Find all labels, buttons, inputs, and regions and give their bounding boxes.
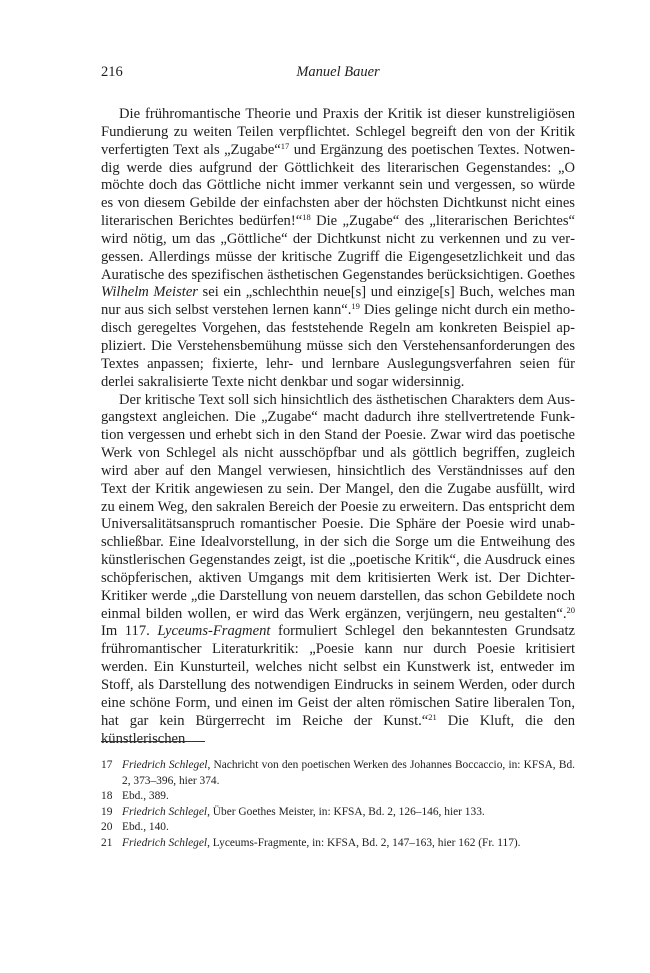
footnote-divider xyxy=(101,741,205,742)
running-head: Manuel Bauer xyxy=(296,64,380,80)
footnote-reference: 21 xyxy=(428,711,437,722)
footnote xyxy=(101,805,575,821)
footnote-author: Friedrich Schlegel xyxy=(122,805,208,818)
footnote-reference: 20 xyxy=(566,604,575,615)
footnote-number: 18 xyxy=(101,790,113,802)
footnote-number: 21 xyxy=(101,836,113,849)
footnote-reference: 17 xyxy=(280,140,290,151)
text-run: Der kritische Text soll sich hinsichtlich des ästhetischen Charakters dem Ausgangstext angleichen. Die „Zugabe“ macht dadurch ihre stellvertretende Funktion vergessen und erhebt sich in den Stand der Poesie. Zwar wird das poetische Werk von Schlegel als nicht ausschöpfbar und als göttlich begriffen, zugleich wird aber auf den Mangel verwiesen, hinsichtlich des Verständnisses auf den Text der Kritik angewiesen zu sein. Der Mangel, den die Zugabe ausfüllt, wird zu einem Weg, den sakralen Bereich der Poesie zu erweitern. Das entspricht dem Universalitätsanspruch romantischer Poesie. Die Sphäre der Poesie wird unabschließbar. Eine Idealvorstellung, in der sich die Sorge um die Entweihung des künstlerischen Gegenstandes zeigt, ist die „poetische Kritik“, die Ausdruck eines schöpferischen, aktiven Umgangs mit dem kritisierten Werk ist. Der Dichter-Kritiker werde „die Darstellung von neuem darstellen, das schon Gebildete noch einmal bilden wollen, er wird das Werk ergänzen, verjüngern, neu gestalten“. xyxy=(101,391,575,622)
footnote-text: , Lyceums-Fragmente, in: KFSA, Bd. 2, 147–163, hier 162 (Fr. 117). xyxy=(207,836,521,849)
footnote-text: Ebd., 389. xyxy=(122,790,169,802)
page-number: 216 xyxy=(101,64,123,80)
footnote-author: Friedrich Schlegel xyxy=(122,759,208,771)
footnote xyxy=(101,789,575,805)
footnote-text: Ebd., 140. xyxy=(122,821,169,833)
footnote-number: 20 xyxy=(101,821,113,833)
footnote-reference: 18 xyxy=(302,212,311,223)
paragraph xyxy=(101,392,575,749)
text-run: Im 117. xyxy=(101,623,158,640)
italic-text: Wilhelm Meister xyxy=(101,284,198,301)
footnote-number: 19 xyxy=(101,805,113,818)
text-run: sei ein „schlechthin neue[s] und einzige[s] Buch, welches man nur aus sich selbst verstehen lernen kann“. xyxy=(101,284,575,319)
footnote-text: , Über Goethes Meister, in: KFSA, Bd. 2, 126–146, hier 133. xyxy=(207,805,485,818)
footnote xyxy=(101,820,575,836)
text-run: Die frühromantische Theorie und Praxis der Kritik ist dieser kunstreligiösen Fundierung zu weiten Teilen verpflichtet. Schlegel begreift den von der Kritik verfertigten Text als „Zugabe“ xyxy=(101,106,575,158)
paragraph xyxy=(101,106,575,392)
text-run: formuliert Schlegel den bekanntesten Grundsatz frühromantischer Literaturkritik: „Poesie kann nur durch Poesie kritisiert werden. Ein Kunsturteil, welches nicht selbst ein Kunstwerk ist, entweder im Stoff, als Darstellung des notwendigen Eindrucks in seinem Werden, oder durch eine schöne Form, und einen im Geist der alten römischen Satire liberalen Ton, hat gar kein Bürgerrecht im Reiche der Kunst.“ xyxy=(101,623,575,729)
body-text xyxy=(101,106,575,748)
italic-text: Lyceums-Fragment xyxy=(157,623,271,640)
footnote-reference: 19 xyxy=(351,301,360,312)
footnotes xyxy=(101,758,575,851)
footnote-author: Friedrich Schlegel xyxy=(122,836,208,849)
text-run: und Ergänzung des poetischen Textes. Notwendig werde dies aufgrund der Göttlichkeit des literarischen Gegenstandes: „O möchte doch das Göttliche nicht immer verkannt sein und vergessen, so würde es von diesem Gebilde der einfachsten aber der höchsten Dichtkunst nicht eines literarischen Berichtes bedürfen!“ xyxy=(101,141,576,230)
footnote xyxy=(101,836,575,852)
text-run: Dies gelinge nicht durch ein methodisch geregeltes Vorgehen, das feststehende Regeln am konkreten Beispiel appliziert. Die Verstehensbemühung müsse sich den Verstehensanforderungen des Textes anpassen; fixierte, lehr- und lernbare Auslegungsverfahren seien für derlei sakralisierte Texte nicht denkbar und sogar widersinnig. xyxy=(101,302,576,390)
footnote xyxy=(101,758,575,789)
text-run: Die „Zugabe“ des „literarischen Berichtes“ wird nötig, um das „Göttliche“ der Dichtkunst nicht zu verkennen und zu vergessen. Allerdings müsse der kritische Zugriff die Eigengesetzlichkeit und das Auratische des spezifischen ästhetischen Gegenstandes berücksichtigen. Goethes xyxy=(101,213,575,283)
footnote-number: 17 xyxy=(101,759,113,771)
text-run: Die Kluft, die den künstlerischen xyxy=(101,712,575,747)
page-header xyxy=(101,64,575,86)
footnote-text: , Nachricht von den poetischen Werken des Johannes Boccaccio, in: KFSA, Bd. 2, 373–396, hier 374. xyxy=(122,759,575,787)
